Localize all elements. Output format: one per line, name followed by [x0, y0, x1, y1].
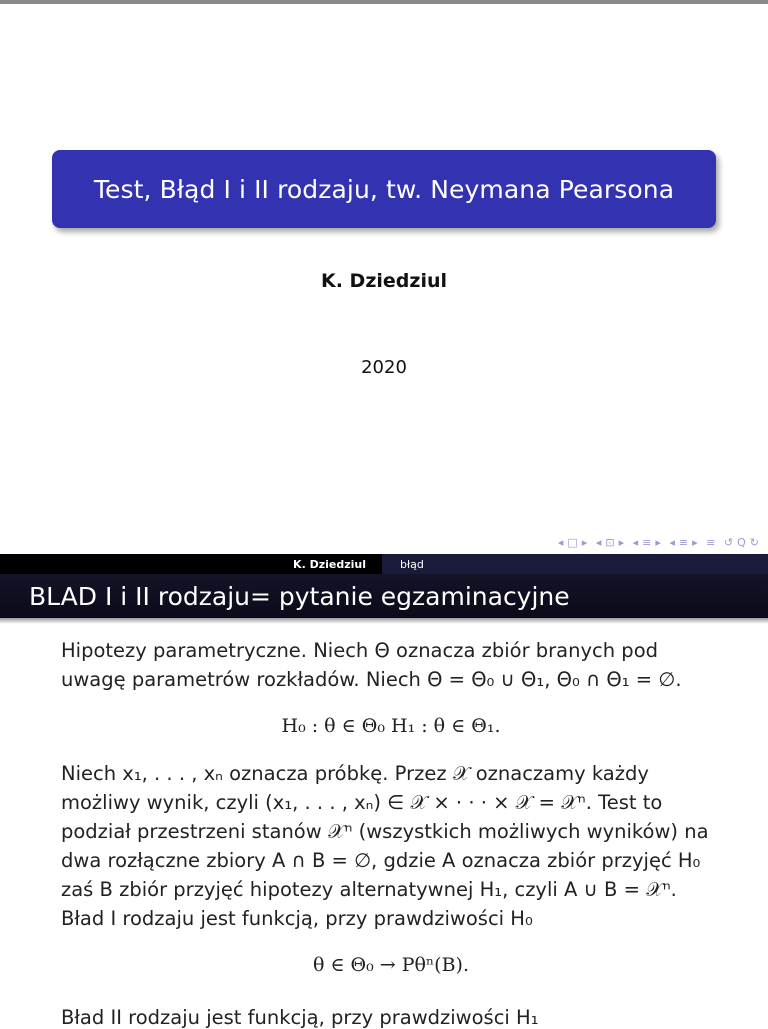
- beamer-navigation[interactable]: [555, 536, 760, 549]
- nav-prev-frame-icon[interactable]: ◂: [557, 536, 565, 549]
- paragraph-hypotheses: Hipotezy parametryczne. Niech Θ oznacza zbiór branych pod uwagę parametrów rozkładów. Niech Θ = Θ₀ ∪ Θ₁, Θ₀ ∩ Θ₁ = ∅.: [61, 639, 682, 691]
- frame-title-shadow: [0, 618, 768, 624]
- equation-hypotheses: H₀ : θ ∈ Θ₀ H₁ : θ ∈ Θ₁.: [281, 715, 501, 737]
- nav-next-frame-icon[interactable]: ▸: [581, 536, 589, 549]
- nav-frame-icon[interactable]: □: [567, 536, 579, 549]
- nav-toc-icon[interactable]: ≡: [706, 536, 717, 549]
- nav-search-icon[interactable]: Q: [737, 536, 747, 549]
- nav-part-icon[interactable]: ≡: [678, 536, 690, 549]
- nav-prev-section-icon[interactable]: ◂: [632, 536, 640, 549]
- nav-next-section-icon[interactable]: ▸: [655, 536, 662, 549]
- nav-next-part-icon[interactable]: ▸: [692, 536, 699, 549]
- slide-title: Test, Błąd I i II rodzaju, tw. Neymana Pearsona: [93, 174, 675, 204]
- nav-prev-subsection-icon[interactable]: ◂: [595, 536, 603, 549]
- paragraph-type-two-error-cut: Bład II rodzaju jest funkcją, przy prawdziwości H₁: [61, 1006, 539, 1029]
- nav-section-icon[interactable]: ≡: [642, 536, 653, 549]
- equation-type-one-error: θ ∈ Θ₀ → Pθⁿ(B).: [312, 954, 470, 976]
- slide-body: [61, 636, 721, 998]
- nav-next-subsection-icon[interactable]: ▸: [618, 536, 626, 549]
- footline-short-title: błąd: [382, 554, 768, 574]
- title-slide: [0, 4, 768, 554]
- frame-title: BLAD I i II rodzaju= pytanie egzaminacyjne: [0, 574, 768, 618]
- paragraph-test-definition: Niech x₁, . . . , xₙ oznacza próbkę. Przez 𝒳 oznaczamy każdy możliwy wynik, czyli (x₁, . . . , xₙ) ∈ 𝒳 × · · · × 𝒳 = 𝒳ⁿ. Test to podział przestrzeni stanów 𝒳ⁿ (wszystkich możliwych wyników) na dwa rozłączne zbiory A ∩ B = ∅, gdzie A oznacza zbiór przyjęć H₀ zaś B zbiór przyjęć hipotezy alternatywnej H₁, czyli A ∪ B = 𝒳ⁿ. Bład I rodzaju jest funkcją, przy prawdziwości H₀: [61, 762, 709, 930]
- title-box: [52, 150, 716, 228]
- nav-subsection-icon[interactable]: ⊡: [605, 536, 616, 549]
- author-name: K. Dziedziul: [321, 270, 447, 292]
- footline: [0, 554, 768, 574]
- nav-prev-part-icon[interactable]: ◂: [669, 536, 676, 549]
- footline-author: K. Dziedziul: [0, 554, 382, 574]
- presentation-date: 2020: [361, 357, 407, 378]
- nav-forward-icon[interactable]: ↻: [749, 536, 760, 549]
- nav-back-icon[interactable]: ↺: [723, 536, 735, 549]
